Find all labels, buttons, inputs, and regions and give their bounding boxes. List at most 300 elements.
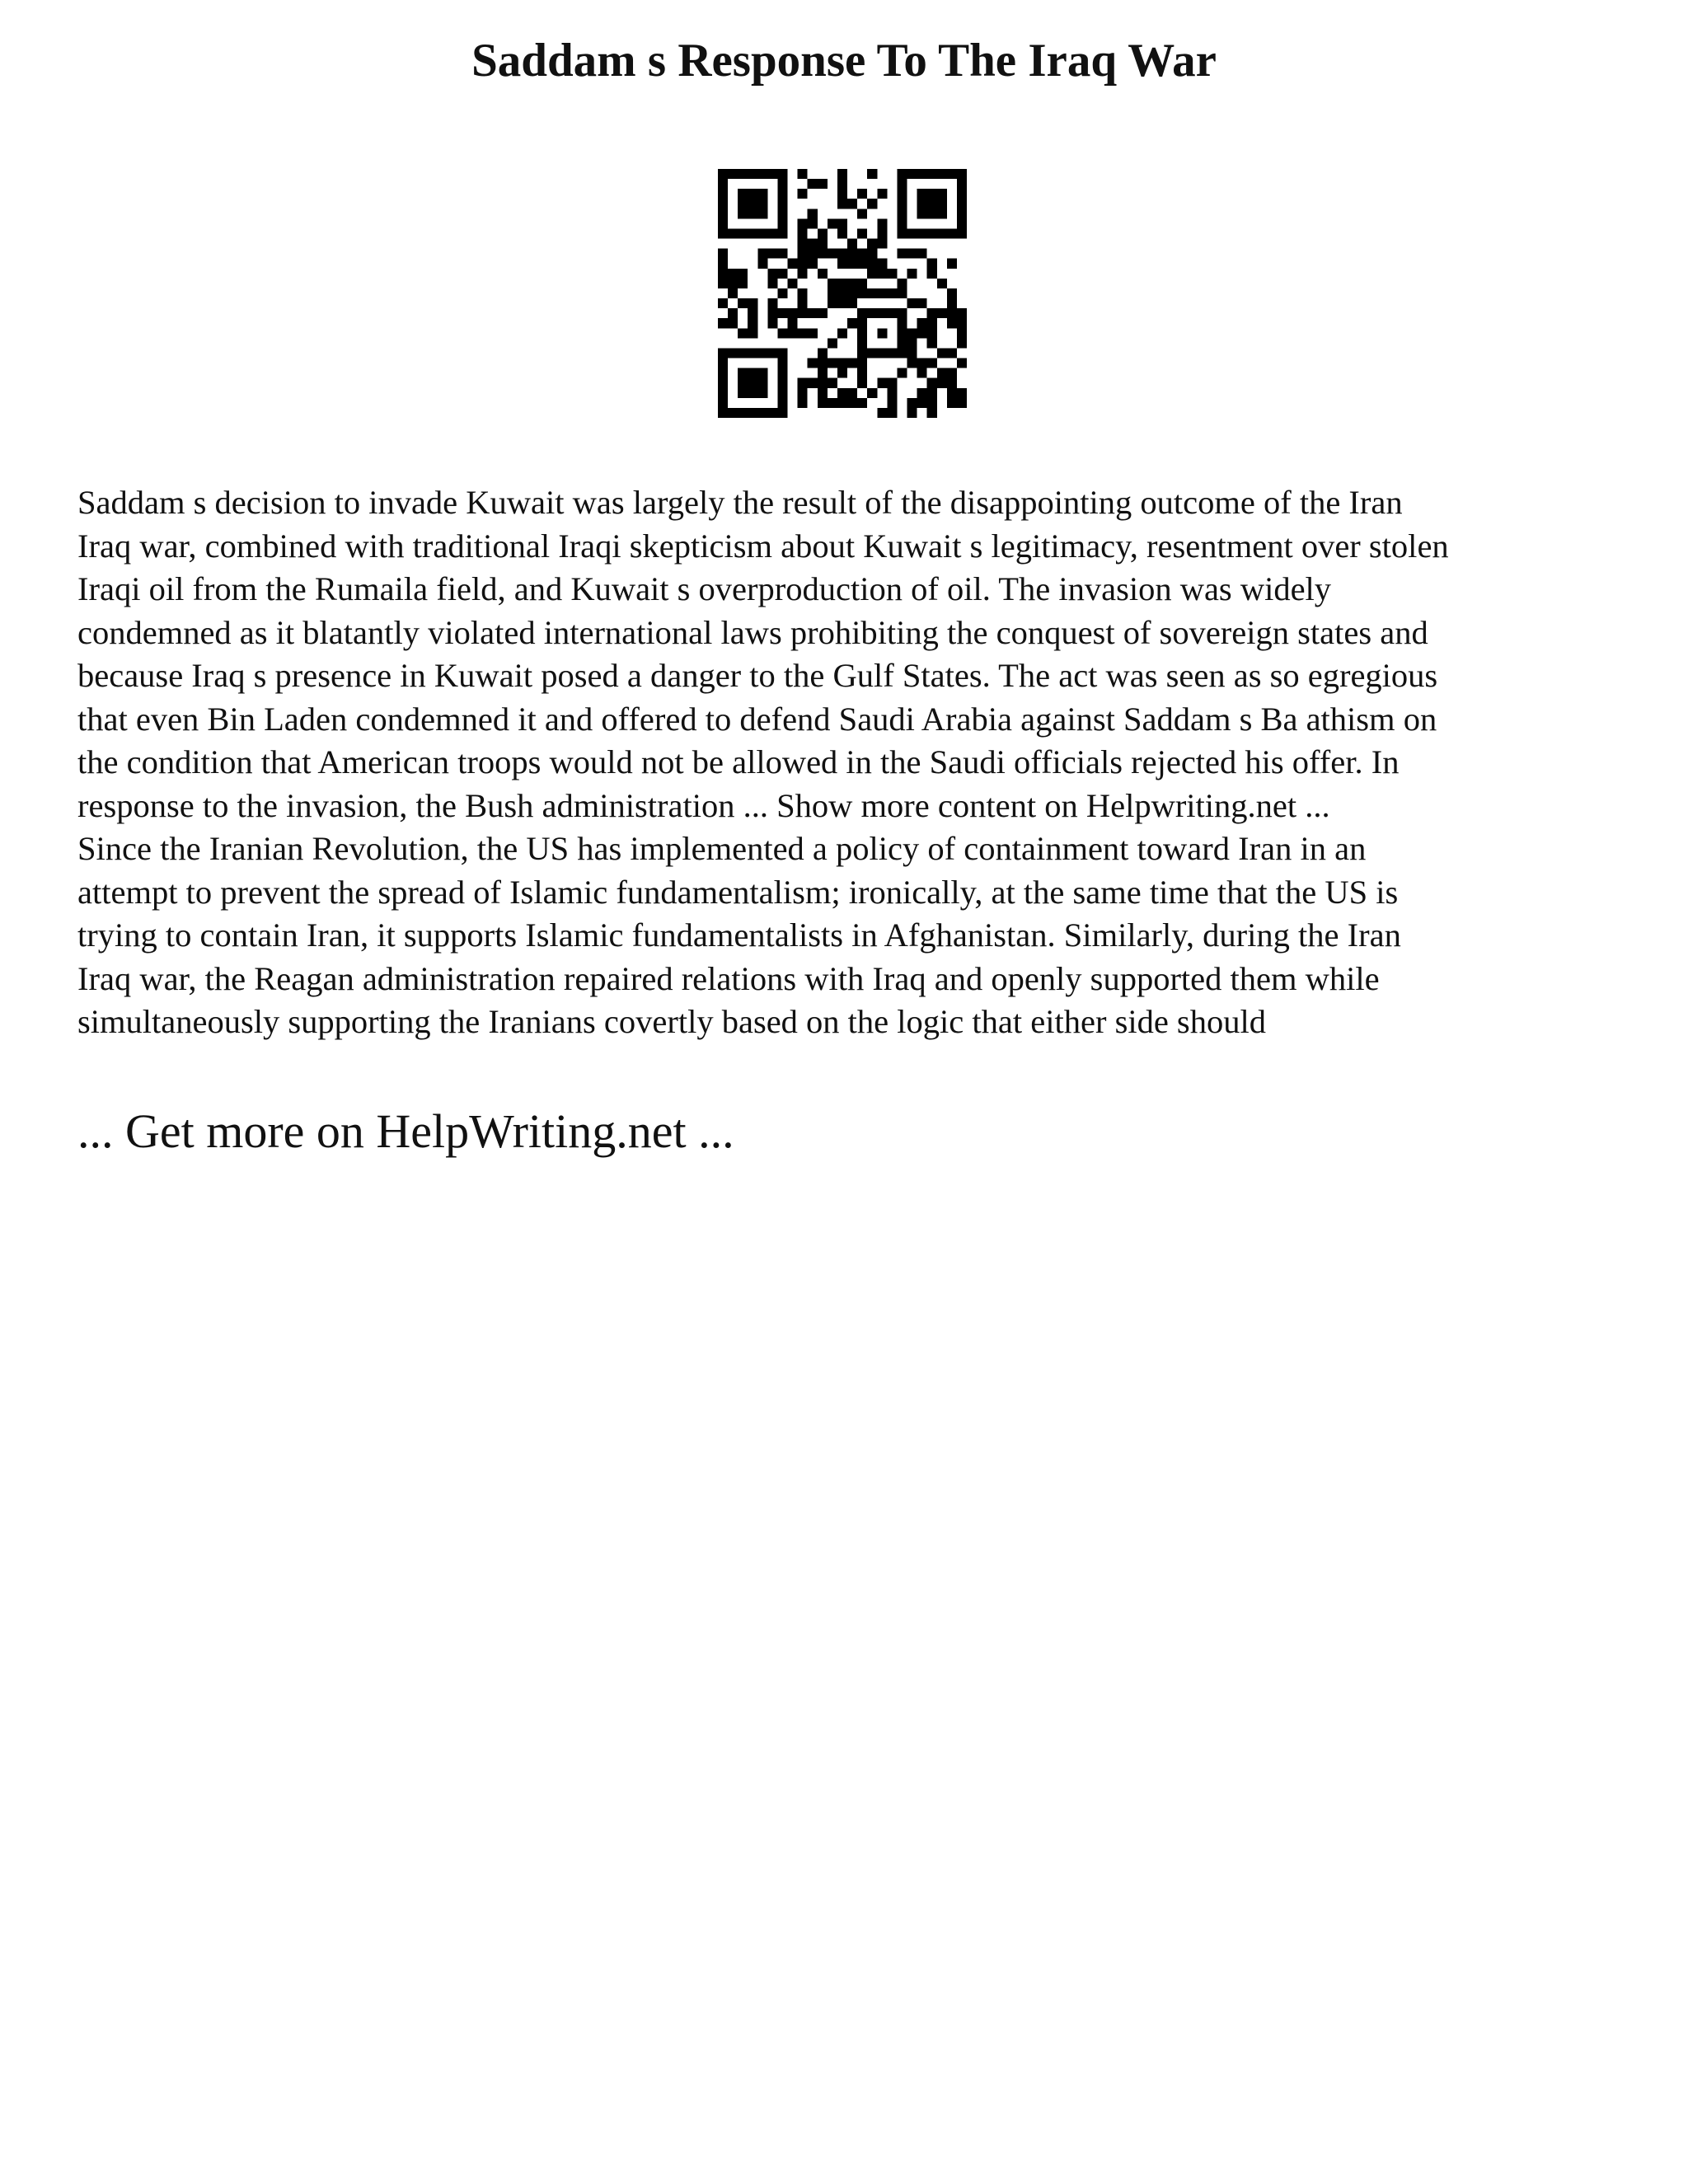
- qr-module: [777, 179, 787, 189]
- qr-module: [748, 209, 757, 218]
- qr-module: [767, 308, 777, 318]
- qr-module: [957, 179, 967, 189]
- qr-module: [927, 259, 937, 269]
- qr-module: [867, 288, 877, 298]
- qr-module: [937, 368, 947, 378]
- qr-module: [757, 348, 767, 358]
- qr-module: [777, 269, 787, 279]
- qr-module: [867, 239, 877, 249]
- qr-module: [947, 308, 957, 318]
- qr-module: [877, 269, 887, 279]
- qr-module: [837, 189, 847, 199]
- qr-module: [798, 169, 808, 179]
- qr-module: [847, 388, 857, 398]
- qr-module: [897, 338, 907, 348]
- qr-module: [927, 228, 937, 238]
- qr-module: [937, 199, 947, 209]
- qr-module: [917, 328, 927, 338]
- qr-code-graphic: [718, 169, 967, 418]
- qr-module: [877, 239, 887, 249]
- qr-module: [927, 199, 937, 209]
- qr-module: [738, 388, 748, 398]
- qr-module: [907, 408, 917, 418]
- qr-module: [947, 378, 957, 388]
- qr-module: [877, 259, 887, 269]
- qr-module: [798, 388, 808, 398]
- qr-module: [927, 169, 937, 179]
- qr-module: [798, 269, 808, 279]
- qr-module: [777, 189, 787, 199]
- qr-module: [847, 249, 857, 259]
- qr-module: [847, 318, 857, 328]
- qr-module: [718, 408, 728, 418]
- qr-module: [897, 279, 907, 288]
- qr-module: [757, 388, 767, 398]
- qr-module: [857, 398, 867, 408]
- qr-module: [798, 239, 808, 249]
- qr-module: [777, 249, 787, 259]
- qr-module: [907, 298, 917, 308]
- qr-module: [847, 398, 857, 408]
- qr-module: [917, 318, 927, 328]
- qr-module: [728, 408, 738, 418]
- qr-module: [867, 259, 877, 269]
- qr-module: [837, 199, 847, 209]
- qr-module: [887, 288, 897, 298]
- qr-module: [947, 228, 957, 238]
- qr-module: [917, 368, 927, 378]
- qr-module: [917, 199, 927, 209]
- qr-module: [917, 228, 927, 238]
- qr-module: [857, 288, 867, 298]
- qr-module: [937, 209, 947, 218]
- body-text: Saddam s decision to invade Kuwait was largely the result of the disappointing outcome of the Iran Iraq war, combined with traditional Iraqi skepticism about Kuwait s legitimacy, resentment over stolen Iraqi oil from the Rumaila field, and Kuwait s overproduction of oil. The invasion was widely condemned as it blatantly violated international laws prohibiting the conquest of sovereign states and because Iraq s presence in Kuwait posed a danger to the Gulf States. The act was seen as so egregious that even Bin Laden condemned it and offered to defend Saudi Arabia against Saddam s Ba athism on the condition that American troops would not be allowed in the Saudi officials rejected his offer. In response to the invasion, the Bush administration ... Show more content on Helpwriting.net ... Since the Iranian Revolution, the US has implemented a policy of containment toward Iran in an attempt to prevent the spread of Islamic fundamentalism; ironically, at the same time that the US is trying to contain Iran, it supports Islamic fundamentalists in Afghanistan. Similarly, during the Iran Iraq war, the Reagan administration repaired relations with Iraq and openly supported them while simultaneously supporting the Iranians covertly based on the logic that either side should: [77, 484, 1449, 1040]
- qr-module: [927, 359, 937, 368]
- qr-module: [767, 348, 777, 358]
- qr-module: [917, 189, 927, 199]
- qr-module: [808, 209, 818, 218]
- qr-module: [798, 218, 808, 228]
- qr-module: [867, 308, 877, 318]
- qr-module: [757, 259, 767, 269]
- qr-module: [927, 209, 937, 218]
- qr-module: [718, 249, 728, 259]
- qr-module: [777, 348, 787, 358]
- qr-module: [738, 408, 748, 418]
- qr-module: [937, 189, 947, 199]
- qr-module: [857, 368, 867, 378]
- qr-module: [847, 259, 857, 269]
- qr-module: [907, 398, 917, 408]
- qr-module: [798, 249, 808, 259]
- qr-module: [907, 348, 917, 358]
- qr-module: [738, 328, 748, 338]
- qr-module: [867, 199, 877, 209]
- qr-module: [837, 179, 847, 189]
- qr-module: [718, 368, 728, 378]
- qr-module: [798, 298, 808, 308]
- qr-module: [847, 199, 857, 209]
- qr-module: [877, 228, 887, 238]
- qr-module: [897, 318, 907, 328]
- qr-module: [897, 218, 907, 228]
- qr-module: [837, 398, 847, 408]
- qr-module: [947, 398, 957, 408]
- qr-module: [927, 408, 937, 418]
- qr-module: [777, 308, 787, 318]
- qr-module: [857, 279, 867, 288]
- qr-module: [917, 209, 927, 218]
- qr-module: [777, 218, 787, 228]
- qr-module: [897, 179, 907, 189]
- qr-module: [837, 359, 847, 368]
- qr-module: [937, 308, 947, 318]
- qr-module: [718, 388, 728, 398]
- qr-module: [738, 269, 748, 279]
- qr-module: [738, 189, 748, 199]
- qr-module: [808, 328, 818, 338]
- qr-module: [917, 249, 927, 259]
- qr-module: [927, 398, 937, 408]
- qr-module: [837, 328, 847, 338]
- qr-module: [857, 308, 867, 318]
- qr-module: [767, 318, 777, 328]
- qr-module: [828, 338, 837, 348]
- qr-module: [818, 269, 828, 279]
- qr-module: [867, 388, 877, 398]
- qr-module: [728, 169, 738, 179]
- qr-module: [947, 388, 957, 398]
- qr-module: [917, 398, 927, 408]
- qr-module: [847, 288, 857, 298]
- qr-module: [877, 378, 887, 388]
- qr-module: [748, 348, 757, 358]
- qr-module: [718, 189, 728, 199]
- qr-module: [798, 378, 808, 388]
- qr-module: [777, 398, 787, 408]
- qr-module: [847, 359, 857, 368]
- qr-module: [748, 328, 757, 338]
- qr-module: [718, 359, 728, 368]
- qr-module: [738, 378, 748, 388]
- qr-module: [748, 408, 757, 418]
- qr-module: [757, 368, 767, 378]
- qr-module: [887, 269, 897, 279]
- qr-module: [907, 328, 917, 338]
- qr-module: [917, 359, 927, 368]
- qr-module: [738, 169, 748, 179]
- qr-module: [798, 228, 808, 238]
- qr-module: [887, 408, 897, 418]
- qr-module: [748, 169, 757, 179]
- qr-module: [818, 348, 828, 358]
- qr-module: [808, 249, 818, 259]
- qr-module: [897, 189, 907, 199]
- qr-module: [728, 318, 738, 328]
- qr-module: [818, 179, 828, 189]
- qr-module: [828, 218, 837, 228]
- qr-module: [828, 378, 837, 388]
- page-title: Saddam s Response To The Iraq War: [471, 35, 1217, 87]
- qr-module: [718, 279, 728, 288]
- qr-module: [808, 378, 818, 388]
- qr-module: [818, 308, 828, 318]
- qr-module: [818, 249, 828, 259]
- qr-module: [777, 408, 787, 418]
- qr-module: [798, 288, 808, 298]
- qr-module: [738, 199, 748, 209]
- qr-module: [957, 189, 967, 199]
- qr-module: [757, 209, 767, 218]
- qr-module: [837, 288, 847, 298]
- qr-module: [937, 279, 947, 288]
- qr-module: [837, 249, 847, 259]
- qr-module: [748, 308, 757, 318]
- qr-module: [867, 269, 877, 279]
- qr-module: [777, 199, 787, 209]
- qr-module: [748, 388, 757, 398]
- qr-module: [837, 169, 847, 179]
- qr-module: [728, 308, 738, 318]
- qr-module: [897, 228, 907, 238]
- qr-module: [757, 189, 767, 199]
- qr-module: [927, 338, 937, 348]
- qr-code-icon: [718, 169, 967, 418]
- qr-module: [897, 199, 907, 209]
- qr-module: [877, 328, 887, 338]
- qr-module: [847, 279, 857, 288]
- qr-module: [818, 378, 828, 388]
- qr-module: [718, 169, 728, 179]
- qr-module: [957, 328, 967, 338]
- qr-module: [927, 318, 937, 328]
- qr-module: [718, 348, 728, 358]
- qr-module: [927, 189, 937, 199]
- qr-module: [957, 318, 967, 328]
- qr-module: [897, 328, 907, 338]
- qr-module: [788, 308, 798, 318]
- qr-module: [897, 169, 907, 179]
- qr-module: [777, 209, 787, 218]
- qr-module: [777, 359, 787, 368]
- qr-module: [757, 169, 767, 179]
- qr-module: [748, 189, 757, 199]
- qr-module: [837, 298, 847, 308]
- qr-module: [907, 228, 917, 238]
- qr-module: [897, 348, 907, 358]
- qr-module: [777, 328, 787, 338]
- qr-module: [907, 359, 917, 368]
- qr-module: [777, 378, 787, 388]
- qr-module: [957, 228, 967, 238]
- qr-module: [818, 368, 828, 378]
- qr-module: [897, 288, 907, 298]
- qr-module: [738, 279, 748, 288]
- qr-module: [857, 189, 867, 199]
- qr-module: [718, 318, 728, 328]
- qr-module: [818, 398, 828, 408]
- qr-module: [947, 288, 957, 298]
- qr-module: [907, 269, 917, 279]
- qr-module: [957, 209, 967, 218]
- qr-module: [738, 209, 748, 218]
- qr-module: [798, 328, 808, 338]
- qr-module: [947, 259, 957, 269]
- qr-module: [947, 348, 957, 358]
- qr-module: [857, 328, 867, 338]
- qr-module: [897, 368, 907, 378]
- qr-module: [837, 388, 847, 398]
- qr-module: [818, 388, 828, 398]
- qr-module: [857, 259, 867, 269]
- qr-module: [957, 359, 967, 368]
- qr-module: [767, 298, 777, 308]
- qr-module: [767, 269, 777, 279]
- qr-module: [917, 169, 927, 179]
- qr-module: [947, 298, 957, 308]
- qr-module: [837, 228, 847, 238]
- qr-module: [957, 199, 967, 209]
- qr-module: [897, 308, 907, 318]
- qr-module: [828, 359, 837, 368]
- qr-module: [887, 348, 897, 358]
- qr-module: [857, 338, 867, 348]
- qr-module: [777, 228, 787, 238]
- qr-module: [927, 388, 937, 398]
- qr-module: [937, 169, 947, 179]
- qr-module: [907, 338, 917, 348]
- qr-module: [927, 308, 937, 318]
- qr-module: [947, 318, 957, 328]
- qr-module: [777, 169, 787, 179]
- qr-module: [857, 378, 867, 388]
- qr-module: [757, 249, 767, 259]
- qr-module: [947, 169, 957, 179]
- qr-module: [877, 308, 887, 318]
- qr-module: [828, 279, 837, 288]
- qr-module: [857, 209, 867, 218]
- qr-module: [798, 398, 808, 408]
- qr-module: [927, 269, 937, 279]
- qr-module: [877, 218, 887, 228]
- qr-module: [837, 218, 847, 228]
- qr-module: [757, 378, 767, 388]
- qr-module: [877, 408, 887, 418]
- qr-module: [937, 228, 947, 238]
- qr-module: [777, 288, 787, 298]
- qr-module: [808, 259, 818, 269]
- qr-module: [808, 239, 818, 249]
- qr-module: [808, 179, 818, 189]
- qr-module: [847, 298, 857, 308]
- qr-module: [788, 318, 798, 328]
- qr-module: [857, 348, 867, 358]
- qr-module: [897, 249, 907, 259]
- qr-module: [757, 228, 767, 238]
- qr-module: [718, 209, 728, 218]
- qr-module: [748, 368, 757, 378]
- qr-module: [728, 288, 738, 298]
- qr-module: [828, 288, 837, 298]
- qr-module: [788, 259, 798, 269]
- qr-module: [748, 228, 757, 238]
- qr-module: [728, 348, 738, 358]
- qr-module: [748, 378, 757, 388]
- qr-module: [738, 348, 748, 358]
- qr-module: [767, 228, 777, 238]
- qr-module: [887, 378, 897, 388]
- qr-module: [728, 279, 738, 288]
- qr-module: [887, 388, 897, 398]
- qr-module: [757, 408, 767, 418]
- qr-module: [947, 368, 957, 378]
- qr-module: [877, 189, 887, 199]
- qr-module: [867, 348, 877, 358]
- qr-module: [728, 228, 738, 238]
- qr-module: [798, 308, 808, 318]
- qr-module: [887, 398, 897, 408]
- qr-module: [907, 169, 917, 179]
- qr-module: [718, 179, 728, 189]
- qr-module: [887, 308, 897, 318]
- qr-module: [867, 249, 877, 259]
- qr-module: [828, 298, 837, 308]
- qr-module: [897, 209, 907, 218]
- qr-module: [828, 398, 837, 408]
- qr-module: [718, 228, 728, 238]
- qr-module: [767, 408, 777, 418]
- qr-module: [917, 388, 927, 398]
- qr-module: [957, 398, 967, 408]
- qr-module: [857, 249, 867, 259]
- qr-module: [927, 378, 937, 388]
- qr-module: [867, 169, 877, 179]
- qr-module: [718, 378, 728, 388]
- qr-module: [957, 338, 967, 348]
- qr-module: [917, 298, 927, 308]
- qr-module: [877, 288, 887, 298]
- qr-module: [957, 308, 967, 318]
- qr-module: [808, 218, 818, 228]
- qr-module: [818, 239, 828, 249]
- qr-module: [957, 218, 967, 228]
- qr-module: [937, 348, 947, 358]
- qr-module: [818, 359, 828, 368]
- qr-module: [828, 249, 837, 259]
- qr-module: [937, 378, 947, 388]
- qr-module: [798, 259, 808, 269]
- qr-module: [748, 298, 757, 308]
- get-more-link-text[interactable]: ... Get more on HelpWriting.net ...: [77, 1104, 734, 1158]
- qr-module: [798, 189, 808, 199]
- qr-module: [788, 328, 798, 338]
- qr-module: [718, 298, 728, 308]
- qr-module: [957, 388, 967, 398]
- qr-module: [957, 169, 967, 179]
- qr-module: [718, 199, 728, 209]
- qr-module: [767, 249, 777, 259]
- qr-module: [788, 279, 798, 288]
- qr-module: [738, 228, 748, 238]
- qr-module: [907, 249, 917, 259]
- qr-module: [857, 318, 867, 328]
- qr-module: [857, 228, 867, 238]
- qr-module: [927, 328, 937, 338]
- qr-module: [777, 368, 787, 378]
- qr-module: [837, 368, 847, 378]
- qr-module: [748, 199, 757, 209]
- qr-module: [718, 398, 728, 408]
